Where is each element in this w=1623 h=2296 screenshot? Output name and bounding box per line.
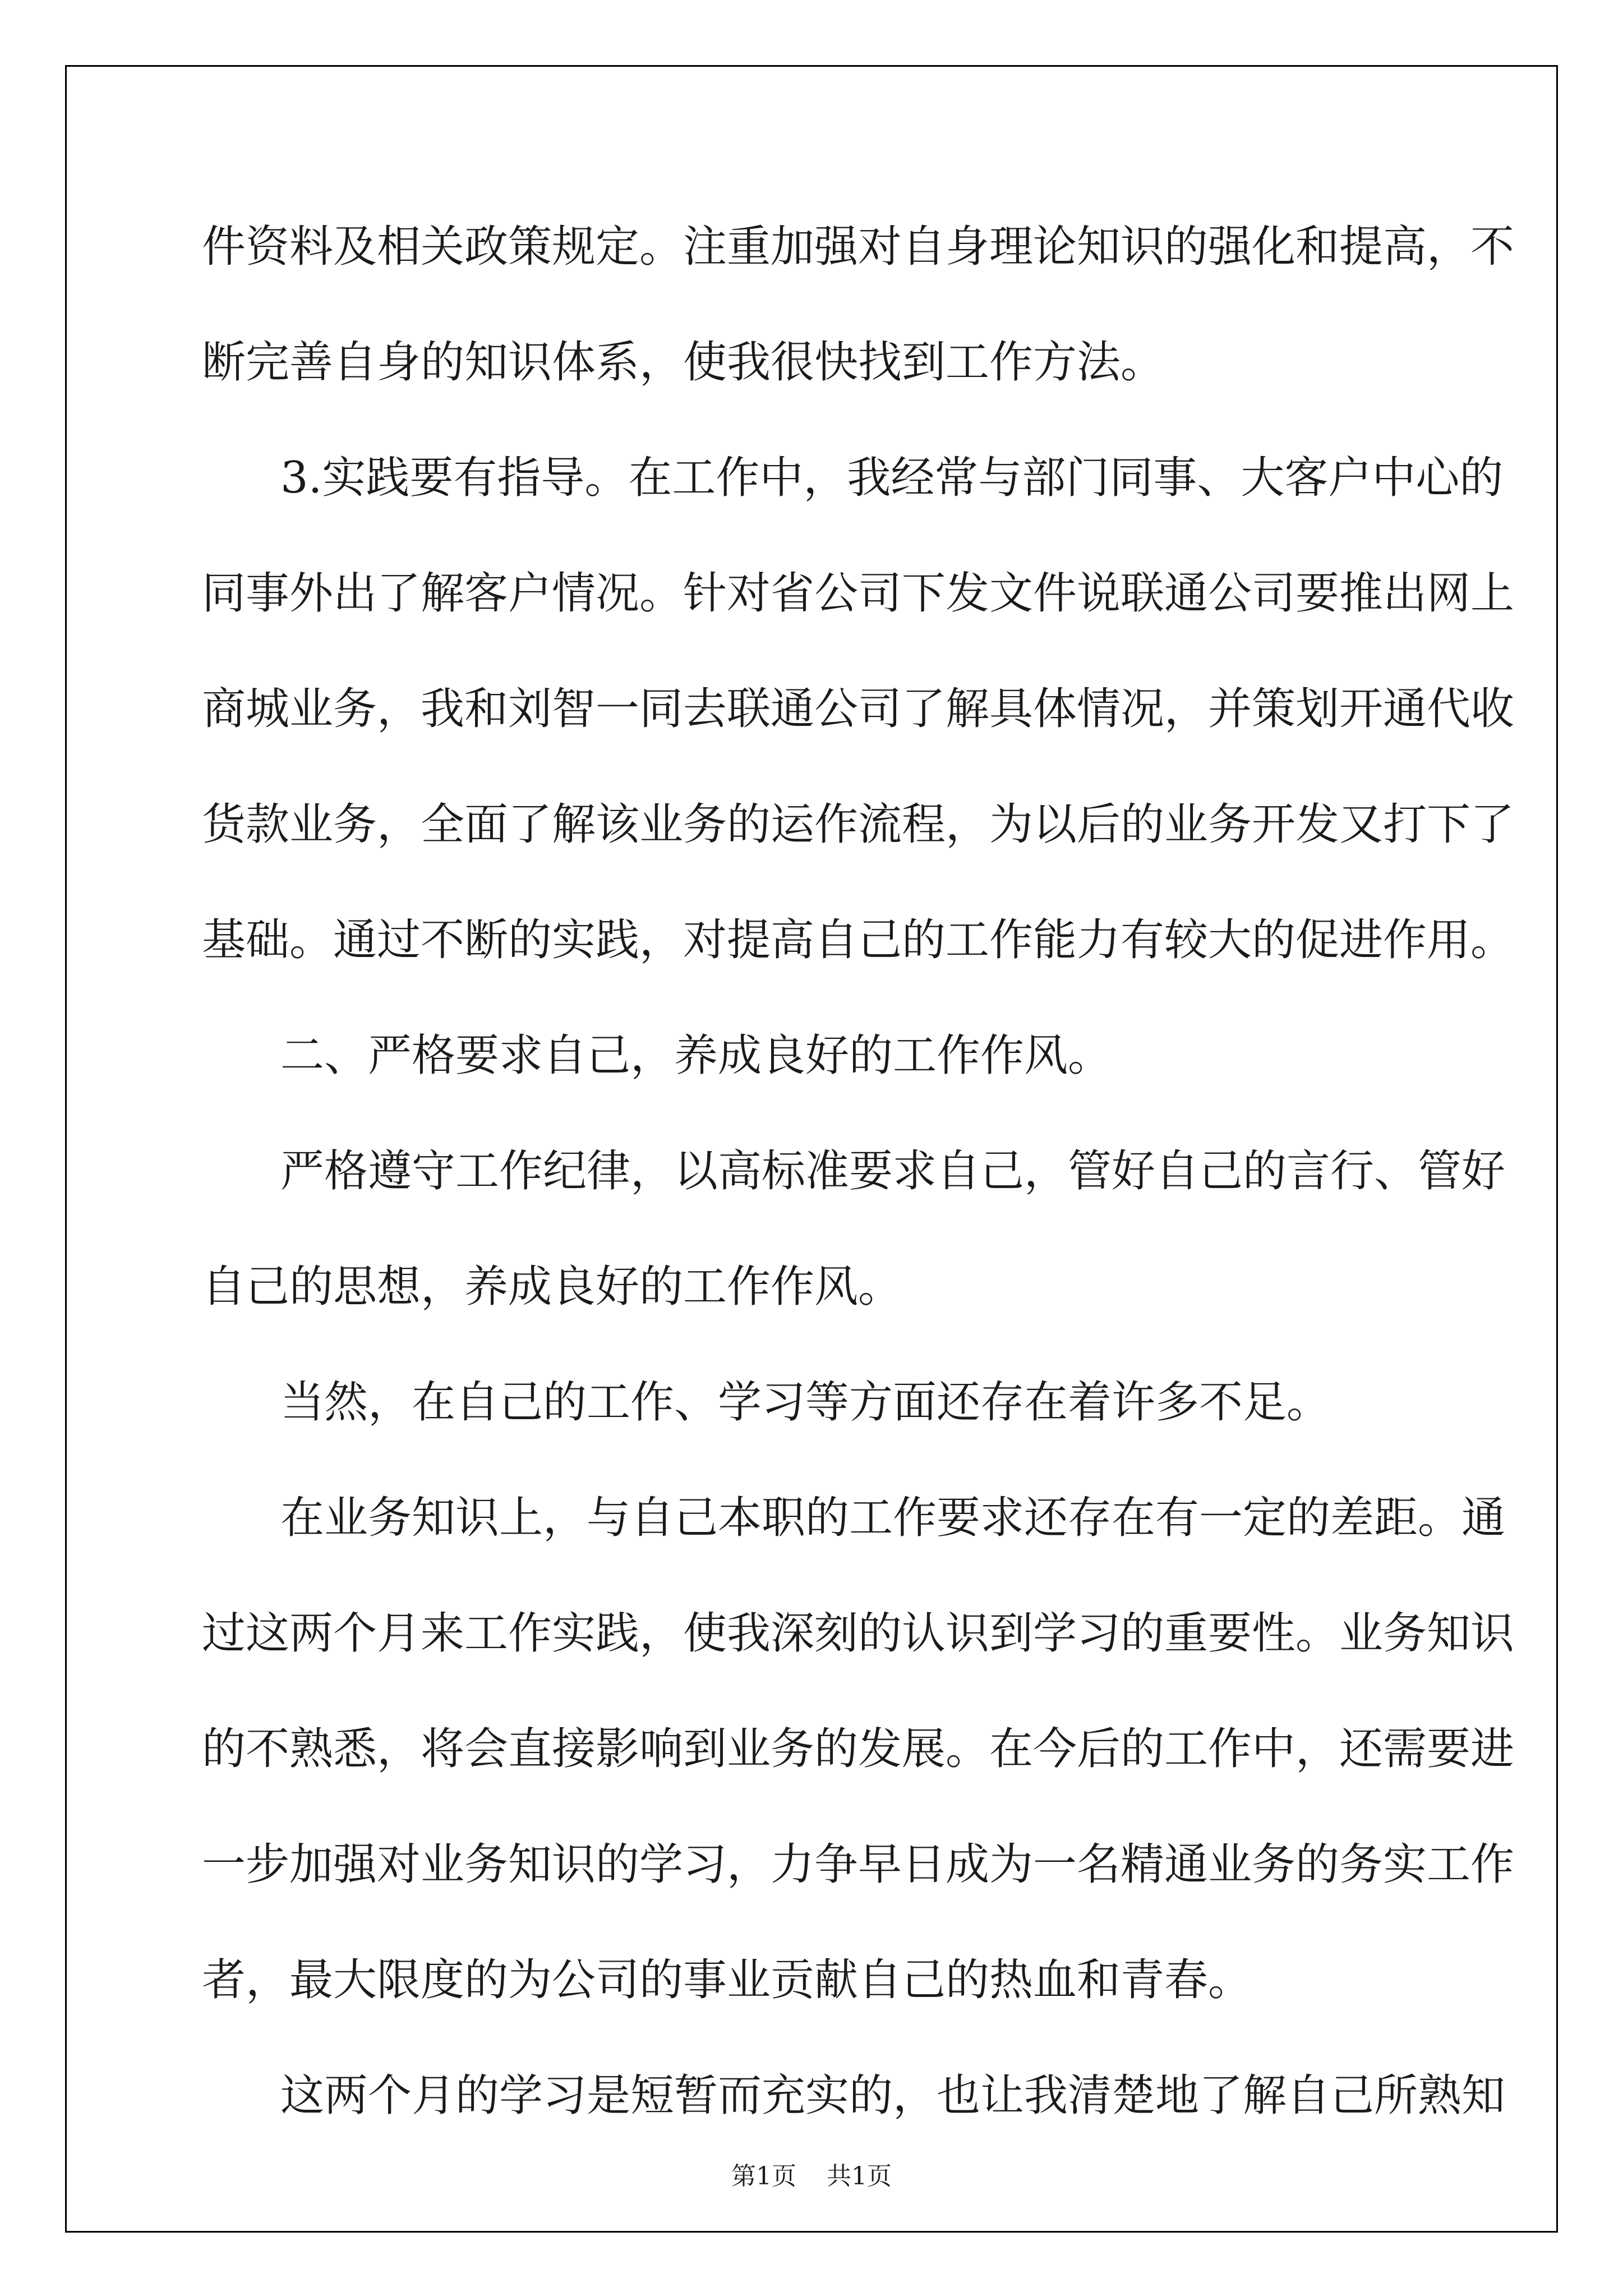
text-line: 严格遵守工作纪律，以高标准要求自己，管好自己的言行、管好 [280, 1146, 1506, 1197]
text-line: 货款业务，全面了解该业务的运作流程，为以后的业务开发又打下了 [202, 799, 1515, 850]
section-heading: 二、严格要求自己，养成良好的工作作风。 [280, 1030, 1112, 1081]
text-line: 3.实践要有指导。在工作中，我经常与部门同事、大客户中心的 [280, 453, 1504, 503]
text-line: 当然，在自己的工作、学习等方面还存在着许多不足。 [280, 1377, 1331, 1428]
text-line: 件资料及相关政策规定。注重加强对自身理论知识的强化和提高，不 [202, 222, 1515, 272]
text-line: 基础。通过不断的实践，对提高自己的工作能力有较大的促进作用。 [202, 915, 1515, 965]
page-total: 共1页 [827, 2162, 892, 2191]
text-line: 同事外出了解客户情况。针对省公司下发文件说联通公司要推出网上 [202, 568, 1515, 619]
text-line: 一步加强对业务知识的学习，力争早日成为一名精通业务的务实工作 [202, 1839, 1515, 1890]
text-line: 这两个月的学习是短暂而充实的，也让我清楚地了解自己所熟知 [280, 2070, 1506, 2121]
page-number: 第1页 [731, 2162, 796, 2191]
text-line: 断完善自身的知识体系，使我很快找到工作方法。 [202, 337, 1165, 388]
text-line: 自己的思想，养成良好的工作作风。 [202, 1262, 902, 1312]
text-line: 的不熟悉，将会直接影响到业务的发展。在今后的工作中，还需要进 [202, 1724, 1515, 1774]
text-line: 者，最大限度的为公司的事业贡献自己的热血和青春。 [202, 1955, 1252, 2005]
page-footer [0, 2160, 1623, 2193]
text-line: 在业务知识上，与自己本职的工作要求还存在有一定的差距。通 [280, 1493, 1506, 1543]
text-line: 过这两个月来工作实践，使我深刻的认识到学习的重要性。业务知识 [202, 1608, 1515, 1659]
text-line: 商城业务，我和刘智一同去联通公司了解具体情况，并策划开通代收 [202, 684, 1515, 734]
